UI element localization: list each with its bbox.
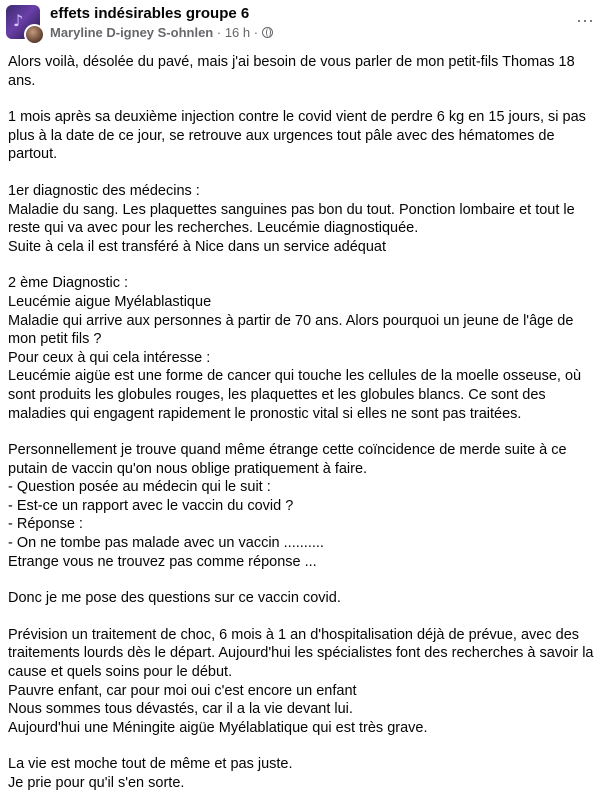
post-paragraph — [8, 626, 604, 738]
meta-separator: · — [213, 25, 225, 40]
author-avatar[interactable] — [24, 24, 45, 45]
post-text-line: Alors voilà, désolée du pavé, mais j'ai besoin de vous parler de mon petit-fils Thomas 18 ans. — [8, 54, 575, 89]
post-text-line: Donc je me pose des questions sur ce vaccin covid. — [8, 590, 341, 607]
post-text-line: - On ne tombe pas malade avec un vaccin .......... — [8, 535, 324, 552]
post-text-line: Pour ceux à qui cela intéresse : — [8, 349, 211, 366]
post-paragraph — [8, 589, 604, 608]
post-paragraph — [8, 274, 604, 423]
post-text-line: Prévision un traitement de choc, 6 mois à 1 an d'hospitalisation déjà de prévue, avec des traitements lourds dès le départ. Aujourd'hui les spécialistes font des recherches à savoir la cause et quels soins pour le début. — [8, 626, 594, 681]
post-text-line: - Est-ce un rapport avec le vaccin du covid ? — [8, 497, 294, 514]
post-header — [0, 0, 609, 44]
post-text-line: 2 ème Diagnostic : — [8, 275, 129, 292]
meta-separator: · — [250, 25, 262, 40]
more-options-button[interactable]: ··· — [576, 10, 594, 30]
post-text-line: Etrange vous ne trouvez pas comme réponse ... — [8, 553, 317, 570]
post-text-line: Maladie qui arrive aux personnes à partir de 70 ans. Alors pourquoi un jeune de l'âge de mon petit fils ? — [8, 312, 574, 348]
post-paragraph — [8, 755, 604, 792]
author-name[interactable]: Maryline D-igney S-ohnlen — [50, 25, 214, 40]
post-text-line: La vie est moche tout de même et pas juste. — [8, 756, 293, 773]
post-text-line: 1er diagnostic des médecins : — [8, 182, 200, 199]
post-meta — [50, 25, 273, 40]
post-text-line: - Réponse : — [8, 516, 83, 533]
post-text-line: 1 mois après sa deuxième injection contre le covid vient de perdre 6 kg en 15 jours, si pas plus à la date de ce jour, se retrouve aux urgences tout pâle avec des hématomes de partout. — [8, 109, 586, 163]
post-paragraph — [8, 53, 604, 90]
post-text-line: Je prie pour qu'il s'en sorte. — [8, 775, 185, 791]
post-text-line: Leucémie aigue Myélablastique — [8, 293, 212, 310]
post-text-line: Pauvre enfant, car pour moi oui c'est encore un enfant — [8, 682, 357, 699]
post-time[interactable]: 16 h — [224, 25, 251, 40]
post-text-line: Nous sommes tous dévastés, car il a la vie devant lui. — [8, 701, 353, 718]
music-note-icon: ♪ — [13, 11, 24, 30]
post-text-line: Aujourd'hui une Méningite aigüe Myélablatique qui est très grave. — [8, 719, 428, 736]
post-paragraph — [8, 108, 604, 164]
group-name[interactable]: effets indésirables groupe 6 — [50, 5, 250, 22]
post-text-line: Leucémie aigüe est une forme de cancer qui touche les cellules de la moelle osseuse, où sont produits les globules rouges, les plaquettes et les globules blancs. Ce sont des maladies qui engagent rapidement le pronostic vital si elles ne sont pas traitées. — [8, 368, 582, 422]
post-body — [8, 53, 604, 811]
post-text-line: - Question posée au médecin qui le suit : — [8, 479, 271, 496]
globe-icon — [262, 27, 273, 38]
post-text-line: Personnellement je trouve quand même étrange cette coïncidence de merde suite à ce putain de vaccin qu'on nous oblige pratiquement à faire. — [8, 442, 567, 477]
post-text-line: Suite à cela il est transféré à Nice dans un service adéquat — [8, 238, 387, 255]
post-paragraph — [8, 441, 604, 571]
post-text-line: Maladie du sang. Les plaquettes sanguines pas bon du tout. Ponction lombaire et tout le reste qui va avec pour les recherches. Leucémie diagnostiquée. — [8, 201, 575, 237]
post-paragraph — [8, 182, 604, 256]
